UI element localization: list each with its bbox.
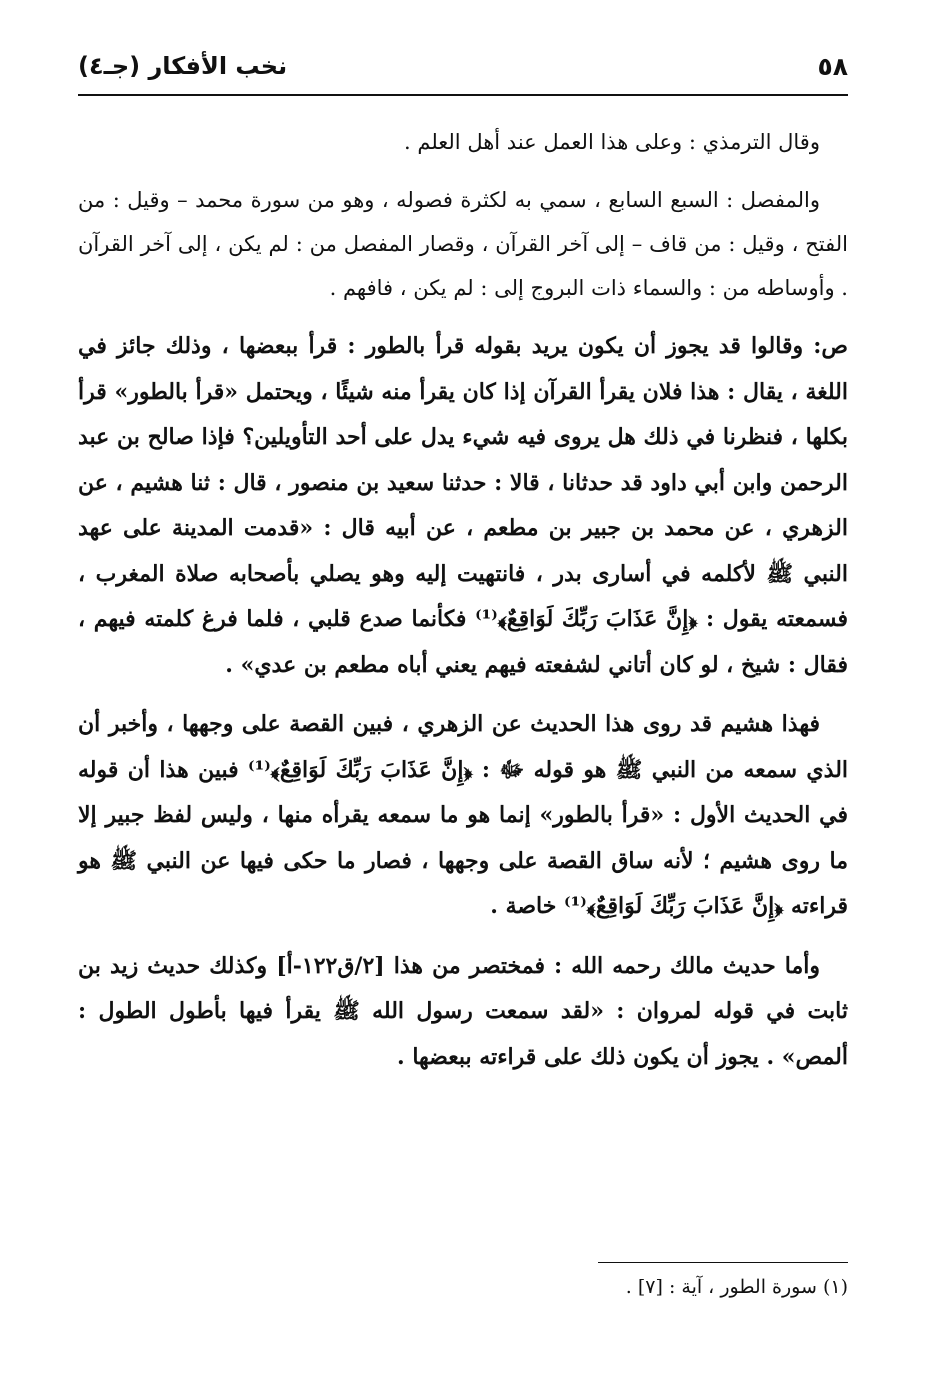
footnote: (١) سورة الطور ، آية : [٧] . (625, 1276, 848, 1298)
paragraph-hushaym: فهذا هشيم قد روى هذا الحديث عن الزهري ، فبين القصة على وجهها ، وأخبر أن الذي سمعه من النبي ﷺ هو قوله ﷻ : ﴿إِنَّ عَذَابَ رَبِّكَ لَوَاقِعٌ﴾⁽¹⁾ فبين هذا أن قوله في الحديث الأول : «قرأ بالطور» إنما هو ما سمعه يقرأه منها ، وليس لفظ جبير إلا ما روى هشيم ؛ لأنه ساق القصة على وجهها ، فصار ما حكى فيها عن النبي ﷺ هو قراءته ﴿إِنَّ عَذَابَ رَبِّكَ لَوَاقِعٌ﴾⁽¹⁾ خاصة . (78, 711, 849, 919)
page-number: ٥٨ (817, 52, 848, 81)
paragraph-mufassal: والمفصل : السبع السابع ، سمي به لكثرة فصوله ، وهو من سورة محمد – وقيل : من الفتح ، وقيل : من قاف – إلى آخر القرآن ، وقصار المفصل من : لم يكن ، إلى آخر القرآن . وأوساطه من : والسماء ذات البروج إلى : لم يكن ، فافهم . (78, 188, 848, 300)
header-divider (78, 94, 848, 96)
footnote-divider (598, 1262, 848, 1263)
page-body (78, 120, 848, 1094)
paragraph-tirmidhi: وقال الترمذي : وعلى هذا العمل عند أهل العلم . (404, 130, 820, 154)
page-header (78, 52, 848, 92)
running-title: نخب الأفكار (جـ٤) (78, 52, 288, 80)
paragraph-sad-hadith: ص: وقالوا قد يجوز أن يكون يريد بقوله قرأ بالطور : قرأ ببعضها ، وذلك جائز في اللغة ، يقال : هذا فلان يقرأ القرآن إذا كان يقرأ منه شيئًا ، ويحتمل «قرأ بالطور» قرأ بكلها ، فنظرنا في ذلك هل يروى فيه شيء يدل على أحد التأويلين؟ فإذا صالح بن عبد الرحمن وابن أبي داود قد حدثانا ، قالا : حدثنا سعيد بن منصور ، قال : ثنا هشيم ، عن الزهري ، عن محمد بن جبير بن مطعم ، عن أبيه قال : «قدمت المدينة على عهد النبي ﷺ لأكلمه في أسارى بدر ، فانتهيت إليه وهو يصلي بأصحابه صلاة المغرب ، فسمعته يقول : ﴿إِنَّ عَذَابَ رَبِّكَ لَوَاقِعٌ﴾⁽¹⁾ فكأنما صدع قلبي ، فلما فرغ كلمته فيهم ، فقال : شيخ ، لو كان أتاني لشفعته فيهم يعني أباه مطعم بن عدي» . (78, 333, 848, 678)
paragraph-malik: وأما حديث مالك رحمه الله : فمختصر من هذا [٢/ق١٢٢-أ] وكذلك حديث زيد بن ثابت في قوله لمروان : «لقد سمعت رسول الله ﷺ يقرأ فيها بأطول الطول : ألمص» . يجوز أن يكون ذلك على قراءته ببعضها . (78, 952, 848, 1070)
